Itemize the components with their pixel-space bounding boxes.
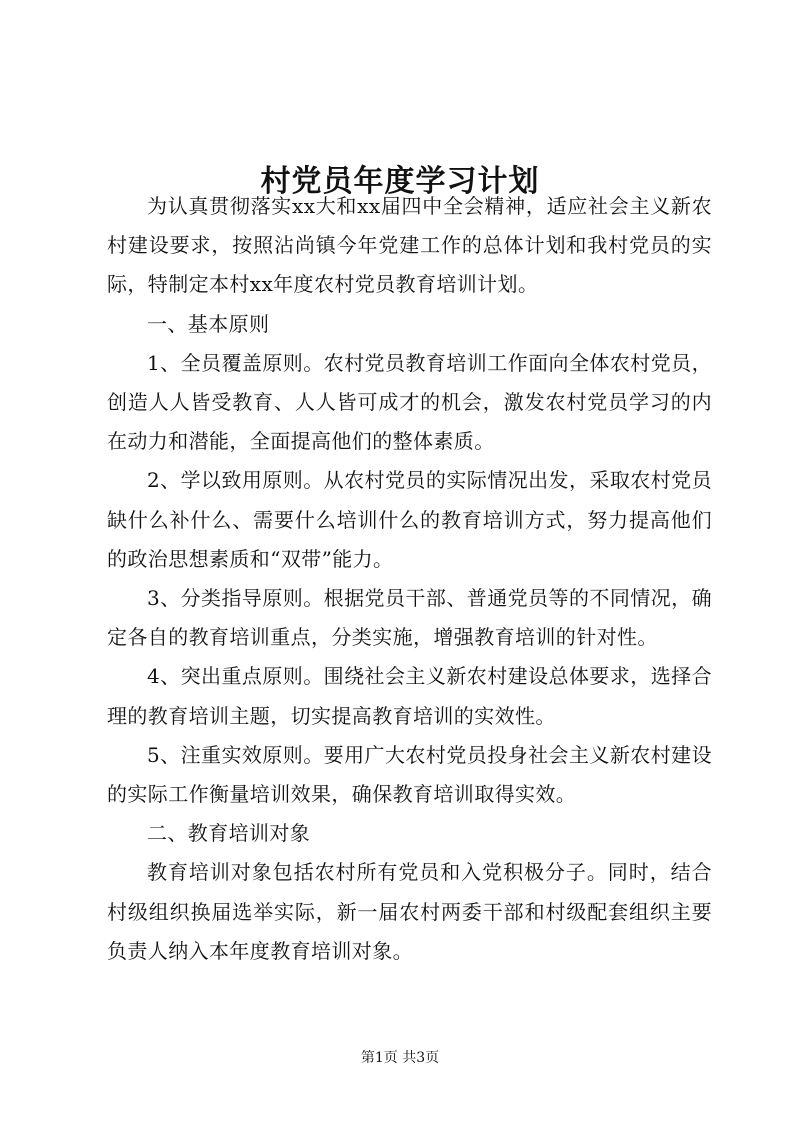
section-heading-basic-principles: 一、基本原则 bbox=[147, 311, 270, 336]
document-title: 村党员年度学习计划 bbox=[260, 164, 540, 200]
training-targets-paragraph: 教育培训对象包括农村所有党员和入党积极分子。同时，结合村级组织换届选举实际，新一届农村两委干部和村级配套组织主要负责人纳入本年度教育培训对象。 bbox=[107, 860, 712, 963]
principle-paragraph-1: 1、全员覆盖原则。农村党员教育培训工作面向全体农村党员，创造人人皆受教育、人人皆可成才的机会，激发农村党员学习的内在动力和潜能，全面提高他们的整体素质。 bbox=[107, 350, 712, 454]
section-heading-training-targets: 二、教育培训对象 bbox=[147, 821, 311, 846]
principle-paragraph-5: 5、注重实效原则。要用广大农村党员投身社会主义新农村建设的实际工作衡量培训效果，确保教育培训取得实效。 bbox=[107, 742, 712, 807]
principle-paragraph-4: 4、突出重点原则。围绕社会主义新农村建设总体要求，选择合理的教育培训主题，切实提高教育培训的实效性。 bbox=[107, 664, 712, 728]
principle-paragraph-2: 2、学以致用原则。从农村党员的实际情况出发，采取农村党员缺什么补什么、需要什么培训什么的教育培训方式，努力提高他们的政治思想素质和“双带”能力。 bbox=[107, 468, 712, 571]
intro-paragraph: 为认真贯彻落实xx大和xx届四中全会精神，适应社会主义新农村建设要求，按照沾尚镇今年党建工作的总体计划和我村党员的实际，特制定本村xx年度农村党员教育培训计划。 bbox=[107, 194, 712, 297]
principle-paragraph-3: 3、分类指导原则。根据党员干部、普通党员等的不同情况，确定各自的教育培训重点，分类实施，增强教育培训的针对性。 bbox=[107, 586, 712, 650]
document-body bbox=[107, 187, 712, 971]
page-number-footer: 第1页 共3页 bbox=[360, 1050, 440, 1066]
